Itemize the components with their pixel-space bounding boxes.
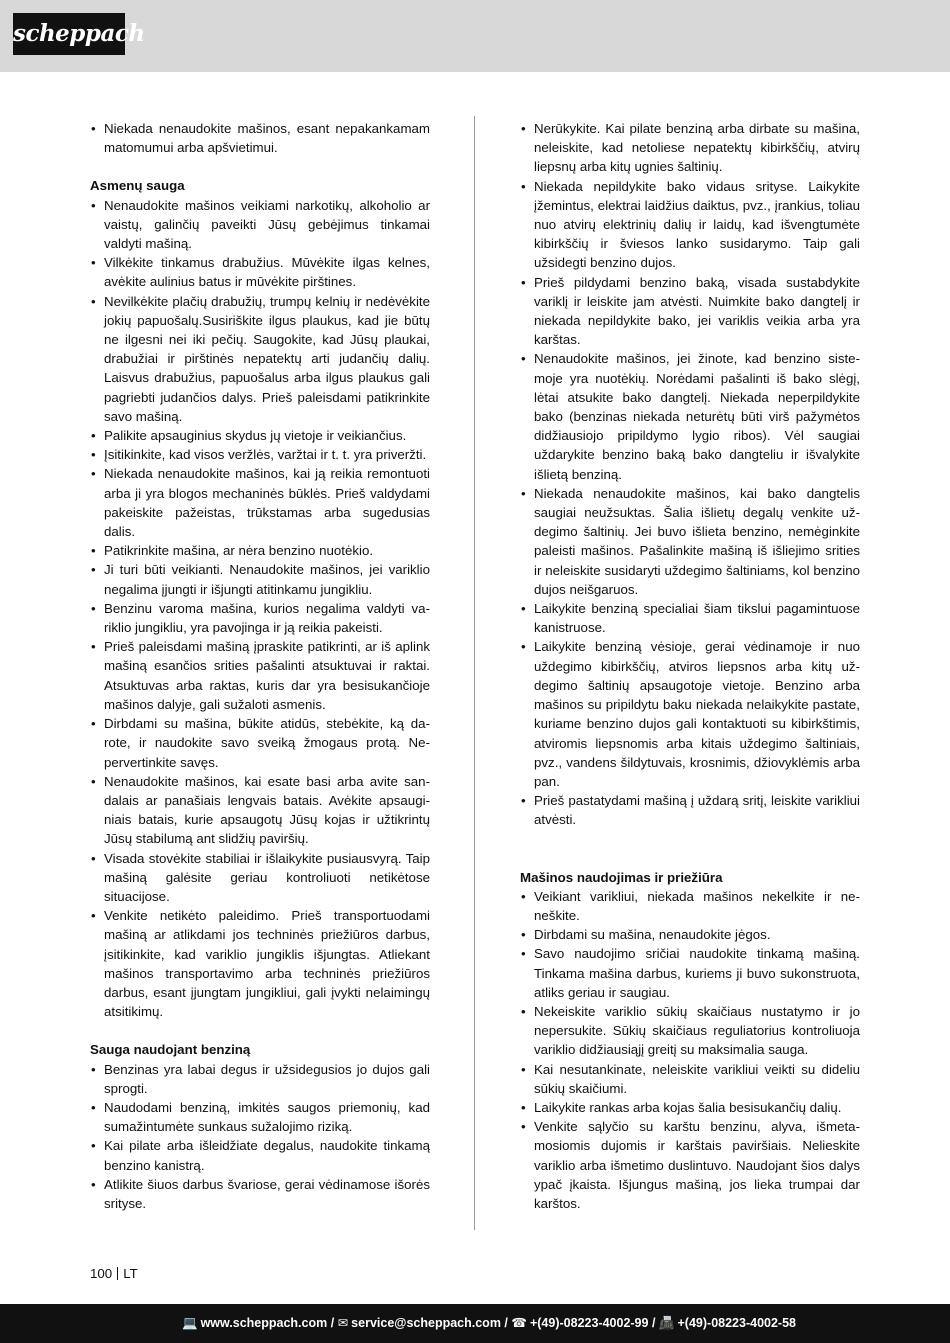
list-item: • Nekeiskite variklio sūkių skaičiaus nustatymo ir jo nepersukite. Sūkių skaičiaus reguliatorius kontroliuoja variklio didžiausiąjį greitį su maksimalia sauga. bbox=[520, 1002, 860, 1060]
mail-icon: ✉ bbox=[337, 1316, 349, 1330]
list-item: • Atlikite šiuos darbus švariose, gerai vėdinamose išorės srityse. bbox=[90, 1175, 430, 1213]
list-item: • Nenaudokite mašinos, jei žinote, kad benzino sistemoje yra nuotėkių. Norėdami pašalinti iš bako slėgį, lėtai atsukite bako dangtelį. Niekada neperpildykite bako (benzinas niekada neturėtų būti virš pažymėtos didžiausiojo pripildymo lygio ribos). Vėl saugiai uždarykite benzino baką bako dangteliu ir išvalykite išlietą benziną. bbox=[520, 349, 860, 483]
list-item: • Niekada nenaudokite mašinos, kai ją reikia remontuoti arba ji yra blogos mechaninės būklės. Prieš valdydami pakeiskite pažeistas, trūkstamas arba sugedusias dalis. bbox=[90, 464, 430, 541]
section-title-machine-use: Mašinos naudojimas ir priežiūra bbox=[520, 869, 723, 885]
phone-number[interactable]: +(49)-08223-4002-99 bbox=[529, 1316, 649, 1330]
list-item: • Kai nesutankinate, neleiskite varikliui veikti su dideliu sūkių skaičiumi. bbox=[520, 1060, 860, 1098]
list-item: • Savo naudojimo sričiai naudokite tinkamą mašiną. Tinkama mašina darbus, kuriems ji buvo sukonstruota, atliks geriau ir saugiau. bbox=[520, 944, 860, 1002]
header-bar bbox=[0, 0, 950, 72]
phone-icon: ☎ bbox=[511, 1316, 527, 1330]
list-item: • Palikite apsauginius skydus jų vietoje ir veikiančius. bbox=[90, 426, 430, 445]
list-item: • Nenaudokite mašinos veikiami narkotikų, alkoholio ar vaistų, galinčių paveikti Jūsų gebėjimus tinkamai valdyti mašiną. bbox=[90, 196, 430, 254]
list-item: • Nevilkėkite plačių drabužių, trumpų kelnių ir nedėvėkite jokių papuošalų.Susiriškite ilgus plaukus, kad jie būtų ne ilgesni nei iki pečių. Saugokite, kad Jūsų plaukai, drabužiai ir pirštinės nepatektų arti judančių dalių. Laisvus drabužius, papuošalus arba ilgus plaukus gali pagriebti judančios dalys. Prieš paleisdami patikrinkite savo mašiną. bbox=[90, 292, 430, 426]
list-item: • Dirbdami su mašina, nenaudokite jėgos. bbox=[520, 925, 860, 944]
separator: / bbox=[330, 1316, 335, 1330]
list-item: • Prieš pastatydami mašiną į uždarą sritį, leiskite varikliui atvėsti. bbox=[520, 791, 860, 829]
list-item: • Venkite netikėto paleidimo. Prieš transportuodami mašiną ar atlikdami jos techninės priežiūros darbus, įsitikinkite, kad variklio jungiklis išjungtas. Atliekant mašinos transportavimo arba techninės priežiūros darbus, esant įjungtam jungikliui, gali įvykti nelaimingų atsitikimų. bbox=[90, 906, 430, 1021]
fax-number: +(49)-08223-4002-58 bbox=[677, 1316, 796, 1330]
petrol-safety-list bbox=[90, 1060, 430, 1214]
list-item: • Visada stovėkite stabiliai ir išlaikykite pusiausvyrą. Taip mašiną galėsite geriau kontroliuoti netikėtose situacijose. bbox=[90, 849, 430, 907]
brand-logo: scheppach bbox=[13, 13, 125, 55]
contact-bar bbox=[0, 1304, 950, 1343]
personal-safety-list bbox=[90, 196, 430, 1022]
fax-icon: 📠 bbox=[658, 1316, 675, 1330]
section-title-personal-safety: Asmenų sauga bbox=[90, 178, 185, 194]
list-item: • Kai pilate arba išleidžiate degalus, naudokite tinkamą benzino kanistrą. bbox=[90, 1136, 430, 1174]
list-item: • Vilkėkite tinkamus drabužius. Mūvėkite ilgas kelnes, avėkite aulinius batus ir mūvėkite pirštines. bbox=[90, 253, 430, 291]
machine-use-list bbox=[520, 887, 860, 1213]
email-link[interactable]: service@scheppach.com bbox=[351, 1316, 501, 1330]
list-item: • Laikykite rankas arba kojas šalia besisukančių dalių. bbox=[520, 1098, 860, 1117]
list-item: • Veikiant varikliui, niekada mašinos nekelkite ir neneškite. bbox=[520, 887, 860, 925]
section-title-petrol-safety: Sauga naudojant benziną bbox=[90, 1042, 251, 1058]
list-item: • Įsitikinkite, kad visos veržlės, varžtai ir t. t. yra priveržti. bbox=[90, 445, 430, 464]
list-item: • Patikrinkite mašina, ar nėra benzino nuotėkio. bbox=[90, 541, 430, 560]
page-number-value: 100 bbox=[90, 1266, 113, 1281]
list-item: • Nenaudokite mašinos, kai esate basi arba avite sandalais ar panašiais lengvais batais. Avėkite apsauginiais batais, kurie apsaugotų Jūsų kojas ir užtikrintų Jūsų stabilumą ant slidžių paviršių. bbox=[90, 772, 430, 849]
list-item: • Niekada nenaudokite mašinos, kai bako dangtelis saugiai neužsuktas. Šalia išlietų degalų venkite uždegimo šaltinių. Jei buvo išlieta benzino, nemėginkite paleisti mašinos. Pašalinkite mašiną iš išliejimo srities ir neleiskite susidaryti uždegimo šaltiniams, kol benzino dujos neišgaruos. bbox=[520, 484, 860, 599]
list-item: • Ji turi būti veikianti. Nenaudokite mašinos, jei variklio negalima įjungti ir išjungti atitinkamu jungikliu. bbox=[90, 560, 430, 598]
website-link[interactable]: www.scheppach.com bbox=[200, 1316, 328, 1330]
list-item: • Naudodami benziną, imkitės saugos priemonių, kad sumažintumėte sunkaus sužalojimo riziką. bbox=[90, 1098, 430, 1136]
list-item: • Prieš pildydami benzino baką, visada sustabdykite variklį ir leiskite jam atvėsti. Nuimkite bako dangtelį ir niekada nepildykite bako, jei variklis veikia arba yra karštas. bbox=[520, 273, 860, 350]
list-item: • Niekada nepildykite bako vidaus srityse. Laikykite įžemintus, elektrai laidžius daiktus, pvz., įrankius, toliau nuo atvirų elektrinių dalių ir laidų, kad išvengtumėte kibirkščių ir šviesos lanko susidarymo. Taip gali užsidegti benzino dujos. bbox=[520, 177, 860, 273]
list-item: • Dirbdami su mašina, būkite atidūs, stebėkite, ką darote, ir naudokite savo sveiką žmogaus protą. Nepervertinkite savęs. bbox=[90, 714, 430, 772]
petrol-safety-list-continued bbox=[520, 119, 860, 830]
page-number-separator bbox=[117, 1267, 118, 1280]
list-item: • Laikykite benziną vėsioje, gerai vėdinamoje ir nuo uždegimo kibirkščių, atviros liepsnos arba kitų uždegimo šaltinių apsaugotoje vietoje. Benzino arba mašinos su pripildytu baku niekada nelaikykite pastate, kuriame benzino dujos gali kontaktuoti su kibirkštimis, atviromis liepsnomis arba kitais uždegimo šaltiniais, pvz., vandens šildytuvais, krosnimis, džiovyklėmis arba pan. bbox=[520, 637, 860, 791]
list-item: • Benzinu varoma mašina, kurios negalima valdyti variklio jungikliu, yra pavojinga ir ją reikia pakeisti. bbox=[90, 599, 430, 637]
list-item: • Venkite sąlyčio su karštu benzinu, alyva, išmetamosiomis dujomis ir karštais paviršiais. Nelieskite variklio arba išmetimo duslintuvo. Naudojant šios dalys ypač įkaista. Išjungus mašiną, jos lieka trumpai dar karštos. bbox=[520, 1117, 860, 1213]
page-language: LT bbox=[123, 1266, 138, 1281]
separator: / bbox=[504, 1316, 508, 1330]
list-item: • Prieš paleisdami mašiną įpraskite patikrinti, ar iš aplink mašiną esančios srities pašalinti atsuktuvai ir raktai. Atsuktuvas arba raktas, kuris dar yra besisukančioje mašinos dalyje, gali sužaloti asmenis. bbox=[90, 637, 430, 714]
list-item: • Nerūkykite. Kai pilate benziną arba dirbate su mašina, neleiskite, kad netoliese nepatektų kibirkščių, atvirų liepsnų arba kitų ugnies šaltinių. bbox=[520, 119, 860, 177]
right-column bbox=[520, 119, 860, 1213]
left-column bbox=[90, 119, 430, 1213]
intro-list bbox=[90, 119, 430, 157]
list-item: • Benzinas yra labai degus ir užsidegusios jo dujos gali sprogti. bbox=[90, 1060, 430, 1098]
page-number bbox=[90, 1265, 138, 1283]
separator: / bbox=[651, 1316, 656, 1330]
column-divider bbox=[474, 116, 475, 1230]
list-item: • Niekada nenaudokite mašinos, esant nepakankamam matomumui arba apšvietimui. bbox=[90, 119, 430, 157]
computer-icon: 💻 bbox=[182, 1316, 198, 1330]
list-item: • Laikykite benziną specialiai šiam tikslui pagamintuose kanistruose. bbox=[520, 599, 860, 637]
